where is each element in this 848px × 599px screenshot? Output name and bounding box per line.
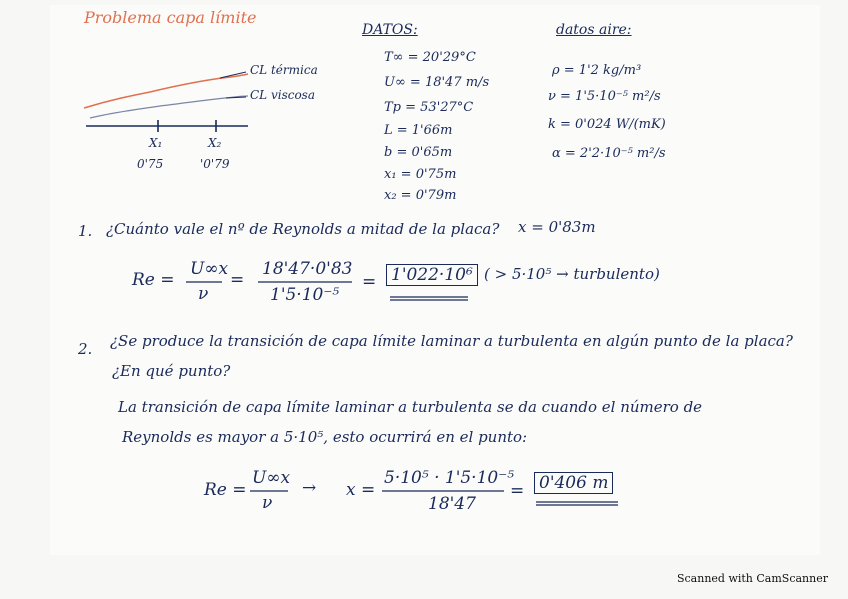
q2-frac2-den: 18'47 bbox=[428, 494, 476, 514]
q2-answer-line2: Reynolds es mayor a 5·10⁵, esto ocurrirá en el punto: bbox=[122, 428, 528, 446]
q2-number: 2. bbox=[78, 340, 93, 358]
datos-aire-item: ρ = 1'2 kg/m³ bbox=[552, 63, 642, 78]
q2-answer-line1: La transición de capa límite laminar a turbulenta se da cuando el número de bbox=[118, 398, 703, 416]
datos-aire-header: datos aire: bbox=[556, 22, 632, 38]
q1-eq-sign2: = bbox=[362, 272, 377, 292]
q2-text: ¿Se produce la transición de capa límite laminar a turbulenta en algún punto de la placa? bbox=[110, 332, 793, 350]
x2-value: '0'79 bbox=[200, 157, 230, 171]
q1-frac1-num: U∞x bbox=[190, 259, 229, 279]
q2-arrow: → bbox=[302, 478, 317, 498]
q1-frac2-num: 18'47·0'83 bbox=[262, 259, 353, 279]
datos-item: x₁ = 0'75m bbox=[384, 167, 457, 182]
q1-note: ( > 5·10⁵ → turbulento) bbox=[484, 265, 660, 283]
datos-item: x₂ = 0'79m bbox=[384, 188, 457, 203]
q2-x-eq: x = bbox=[346, 480, 376, 500]
datos-item: Tp = 53'27°C bbox=[384, 100, 474, 115]
q2-eq-sign: = bbox=[510, 481, 525, 501]
cl-termica-label: CL térmica bbox=[250, 63, 318, 77]
datos-aire-item: α = 2'2·10⁻⁵ m²/s bbox=[552, 146, 666, 161]
page-title: Problema capa límite bbox=[84, 8, 257, 27]
q1-frac2-den: 1'5·10⁻⁵ bbox=[270, 285, 340, 305]
x2-label: X₂ bbox=[208, 136, 222, 150]
datos-aire-item: ν = 1'5·10⁻⁵ m²/s bbox=[548, 89, 661, 104]
q1-text: ¿Cuánto vale el nº de Reynolds a mitad de la placa? bbox=[106, 220, 500, 238]
datos-item: U∞ = 18'47 m/s bbox=[384, 75, 490, 90]
q1-eq-sign: = bbox=[230, 270, 245, 290]
datos-item: T∞ = 20'29°C bbox=[384, 50, 476, 65]
datos-item: L = 1'66m bbox=[384, 123, 453, 138]
q1-frac1-den: ν bbox=[198, 284, 209, 304]
q1-result: 1'022·10⁶ bbox=[386, 264, 478, 286]
q1-number: 1. bbox=[78, 222, 93, 240]
q2-frac1-num: U∞x bbox=[252, 468, 291, 488]
x1-label: X₁ bbox=[149, 136, 163, 150]
x1-value: 0'75 bbox=[137, 157, 164, 171]
scanner-watermark: Scanned with CamScanner bbox=[676, 572, 828, 585]
thermal-layer-curve bbox=[84, 74, 248, 108]
datos-aire-item: k = 0'024 W/(mK) bbox=[548, 117, 666, 132]
q2-eq-lhs: Re = bbox=[204, 480, 247, 500]
datos-header: DATOS: bbox=[362, 22, 418, 38]
q1-eq-lhs: Re = bbox=[132, 270, 175, 290]
q2-result: 0'406 m bbox=[534, 472, 613, 494]
q2-frac1-den: ν bbox=[262, 493, 273, 513]
cl-viscosa-label: CL viscosa bbox=[250, 88, 315, 102]
q2-frac2-num: 5·10⁵ · 1'5·10⁻⁵ bbox=[384, 468, 515, 488]
q1-x-value: x = 0'83m bbox=[518, 218, 596, 236]
q2-text2: ¿En qué punto? bbox=[112, 362, 231, 380]
datos-item: b = 0'65m bbox=[384, 145, 453, 160]
